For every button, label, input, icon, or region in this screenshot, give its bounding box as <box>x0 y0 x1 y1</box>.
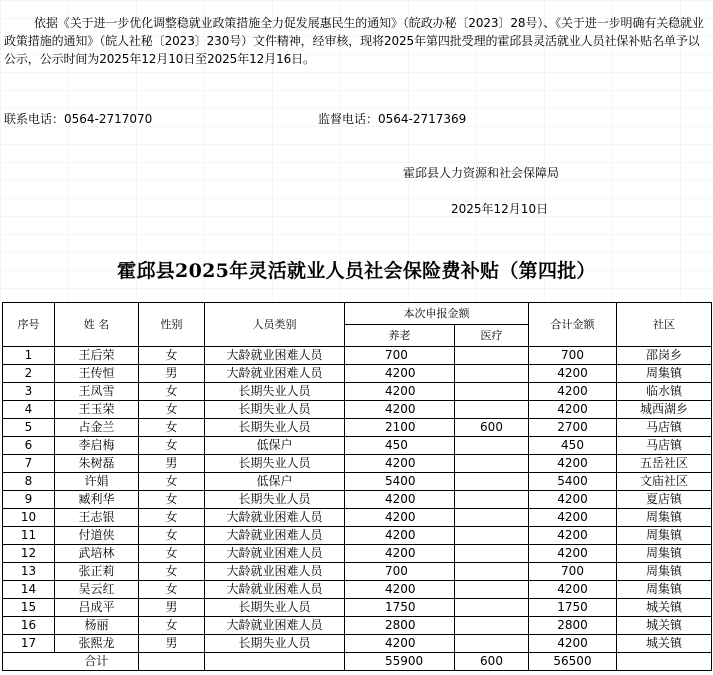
row-name: 臧利华 <box>55 491 139 509</box>
row-community: 周集镇 <box>617 563 712 581</box>
row-name: 付道侠 <box>55 527 139 545</box>
table-row <box>3 581 712 599</box>
row-gender: 女 <box>139 437 205 455</box>
row-gender: 女 <box>139 383 205 401</box>
row-community: 文庙社区 <box>617 473 712 491</box>
row-name: 李启梅 <box>55 437 139 455</box>
row-community: 城关镇 <box>617 599 712 617</box>
row-total: 4200 <box>529 635 617 653</box>
row-community: 周集镇 <box>617 545 712 563</box>
footer-empty-category <box>205 653 345 671</box>
table-footer-row <box>3 653 712 671</box>
issue-date: 2025年12月10日 <box>451 202 549 216</box>
row-total: 2700 <box>529 419 617 437</box>
header-community: 社区 <box>617 303 712 347</box>
row-medical <box>455 383 529 401</box>
row-no: 14 <box>3 581 55 599</box>
row-community: 周集镇 <box>617 365 712 383</box>
footer-empty-community <box>617 653 712 671</box>
row-name: 王志银 <box>55 509 139 527</box>
row-category: 长期失业人员 <box>205 599 345 617</box>
row-community: 城关镇 <box>617 617 712 635</box>
row-gender: 女 <box>139 545 205 563</box>
row-total: 700 <box>529 347 617 365</box>
row-category: 低保户 <box>205 473 345 491</box>
row-no: 1 <box>3 347 55 365</box>
row-medical <box>455 365 529 383</box>
supervise-phone: 监督电话：0564-2717369 <box>318 112 467 126</box>
row-gender: 女 <box>139 563 205 581</box>
row-name: 张正莉 <box>55 563 139 581</box>
row-name: 武培林 <box>55 545 139 563</box>
table-row <box>3 347 712 365</box>
table-title: 霍邱县2025年灵活就业人员社会保险费补贴（第四批） <box>117 260 596 282</box>
row-community: 夏店镇 <box>617 491 712 509</box>
header-pension: 养老 <box>345 325 455 347</box>
row-medical <box>455 599 529 617</box>
row-name: 吴云红 <box>55 581 139 599</box>
row-name: 朱树磊 <box>55 455 139 473</box>
row-medical <box>455 473 529 491</box>
subsidy-table <box>2 302 712 671</box>
row-total: 450 <box>529 437 617 455</box>
notice-text: 依据《关于进一步优化调整稳就业政策措施全力促发展惠民生的通知》（皖政办秘〔2023〕28号）、《关于进一步明确有关稳就业政策措施的通知》（皖人社秘〔2023〕230号）文件精神，经审核，现将2025年第四批受理的霍邱县灵活就业人员社保补贴名单予以公示，公示时间为2025年12月10日至2025年12月16日。 <box>4 16 704 66</box>
row-name: 杨丽 <box>55 617 139 635</box>
table-row <box>3 419 712 437</box>
row-pension: 700 <box>345 563 455 581</box>
row-community: 城西湖乡 <box>617 401 712 419</box>
row-medical <box>455 401 529 419</box>
header-name: 姓 名 <box>55 303 139 347</box>
row-no: 17 <box>3 635 55 653</box>
row-community: 周集镇 <box>617 509 712 527</box>
row-gender: 女 <box>139 509 205 527</box>
table-row <box>3 383 712 401</box>
row-gender: 男 <box>139 599 205 617</box>
row-medical <box>455 617 529 635</box>
row-name: 占金兰 <box>55 419 139 437</box>
row-pension: 4200 <box>345 383 455 401</box>
row-total: 4200 <box>529 527 617 545</box>
row-gender: 女 <box>139 491 205 509</box>
row-no: 13 <box>3 563 55 581</box>
row-category: 长期失业人员 <box>205 635 345 653</box>
table-row <box>3 509 712 527</box>
row-pension: 4200 <box>345 581 455 599</box>
row-gender: 男 <box>139 635 205 653</box>
table-row <box>3 545 712 563</box>
row-category: 大龄就业困难人员 <box>205 581 345 599</box>
row-medical <box>455 635 529 653</box>
row-no: 10 <box>3 509 55 527</box>
row-no: 8 <box>3 473 55 491</box>
row-community: 马店镇 <box>617 437 712 455</box>
row-pension: 2800 <box>345 617 455 635</box>
row-medical: 600 <box>455 419 529 437</box>
row-medical <box>455 509 529 527</box>
row-total: 2800 <box>529 617 617 635</box>
row-name: 王后荣 <box>55 347 139 365</box>
row-medical <box>455 437 529 455</box>
row-total: 4200 <box>529 581 617 599</box>
row-category: 长期失业人员 <box>205 401 345 419</box>
row-medical <box>455 563 529 581</box>
table-row <box>3 437 712 455</box>
row-category: 大龄就业困难人员 <box>205 527 345 545</box>
header-medical: 医疗 <box>455 325 529 347</box>
table-row <box>3 617 712 635</box>
row-gender: 女 <box>139 581 205 599</box>
row-medical <box>455 491 529 509</box>
footer-pension: 55900 <box>345 653 455 671</box>
row-community: 临水镇 <box>617 383 712 401</box>
row-no: 2 <box>3 365 55 383</box>
row-pension: 5400 <box>345 473 455 491</box>
header-amount-group: 本次申报金额 <box>345 303 529 325</box>
row-community: 邵岗乡 <box>617 347 712 365</box>
footer-medical: 600 <box>455 653 529 671</box>
row-community: 马店镇 <box>617 419 712 437</box>
row-total: 4200 <box>529 365 617 383</box>
row-pension: 4200 <box>345 365 455 383</box>
row-gender: 女 <box>139 347 205 365</box>
row-no: 7 <box>3 455 55 473</box>
table-row <box>3 527 712 545</box>
table-row <box>3 563 712 581</box>
row-medical <box>455 527 529 545</box>
row-name: 张熙龙 <box>55 635 139 653</box>
row-gender: 女 <box>139 419 205 437</box>
footer-spacer <box>3 653 55 671</box>
table-row <box>3 599 712 617</box>
row-pension: 2100 <box>345 419 455 437</box>
row-category: 低保户 <box>205 437 345 455</box>
row-community: 周集镇 <box>617 527 712 545</box>
row-community: 城关镇 <box>617 635 712 653</box>
row-pension: 4200 <box>345 545 455 563</box>
header-gender: 性别 <box>139 303 205 347</box>
footer-total: 56500 <box>529 653 617 671</box>
row-category: 长期失业人员 <box>205 455 345 473</box>
table-row <box>3 401 712 419</box>
contact-phone: 联系电话：0564-2717070 <box>4 112 153 126</box>
row-pension: 4200 <box>345 401 455 419</box>
row-pension: 4200 <box>345 527 455 545</box>
row-total: 4200 <box>529 401 617 419</box>
row-medical <box>455 455 529 473</box>
row-category: 大龄就业困难人员 <box>205 347 345 365</box>
row-category: 长期失业人员 <box>205 419 345 437</box>
row-medical <box>455 581 529 599</box>
row-no: 5 <box>3 419 55 437</box>
header-no: 序号 <box>3 303 55 347</box>
row-community: 五岳社区 <box>617 455 712 473</box>
row-name: 王凤雪 <box>55 383 139 401</box>
row-medical <box>455 347 529 365</box>
row-total: 4200 <box>529 491 617 509</box>
row-no: 3 <box>3 383 55 401</box>
row-community: 周集镇 <box>617 581 712 599</box>
row-name: 王玉荣 <box>55 401 139 419</box>
footer-empty-gender <box>139 653 205 671</box>
row-pension: 4200 <box>345 491 455 509</box>
row-category: 大龄就业困难人员 <box>205 545 345 563</box>
row-pension: 4200 <box>345 635 455 653</box>
row-total: 700 <box>529 563 617 581</box>
row-no: 4 <box>3 401 55 419</box>
header-total: 合计金额 <box>529 303 617 347</box>
row-total: 5400 <box>529 473 617 491</box>
row-no: 15 <box>3 599 55 617</box>
table-body <box>3 347 712 653</box>
row-gender: 男 <box>139 365 205 383</box>
row-gender: 男 <box>139 455 205 473</box>
row-total: 4200 <box>529 383 617 401</box>
row-category: 大龄就业困难人员 <box>205 563 345 581</box>
row-name: 吕成平 <box>55 599 139 617</box>
row-no: 16 <box>3 617 55 635</box>
row-gender: 女 <box>139 401 205 419</box>
row-gender: 女 <box>139 617 205 635</box>
table-row <box>3 365 712 383</box>
table-row <box>3 455 712 473</box>
row-gender: 女 <box>139 473 205 491</box>
row-gender: 女 <box>139 527 205 545</box>
table-row <box>3 491 712 509</box>
row-no: 9 <box>3 491 55 509</box>
row-pension: 450 <box>345 437 455 455</box>
row-category: 大龄就业困难人员 <box>205 365 345 383</box>
row-total: 4200 <box>529 455 617 473</box>
issuer-name: 霍邱县人力资源和社会保障局 <box>403 166 560 180</box>
row-name: 王传恒 <box>55 365 139 383</box>
table-row <box>3 635 712 653</box>
row-name: 许娟 <box>55 473 139 491</box>
row-pension: 700 <box>345 347 455 365</box>
row-category: 大龄就业困难人员 <box>205 617 345 635</box>
header-category: 人员类别 <box>205 303 345 347</box>
row-no: 12 <box>3 545 55 563</box>
row-category: 大龄就业困难人员 <box>205 509 345 527</box>
row-pension: 1750 <box>345 599 455 617</box>
row-medical <box>455 545 529 563</box>
row-category: 长期失业人员 <box>205 491 345 509</box>
row-total: 4200 <box>529 545 617 563</box>
row-no: 11 <box>3 527 55 545</box>
row-total: 4200 <box>529 509 617 527</box>
row-total: 1750 <box>529 599 617 617</box>
row-no: 6 <box>3 437 55 455</box>
row-pension: 4200 <box>345 509 455 527</box>
row-pension: 4200 <box>345 455 455 473</box>
footer-label: 合计 <box>55 653 139 671</box>
row-category: 长期失业人员 <box>205 383 345 401</box>
table-row <box>3 473 712 491</box>
